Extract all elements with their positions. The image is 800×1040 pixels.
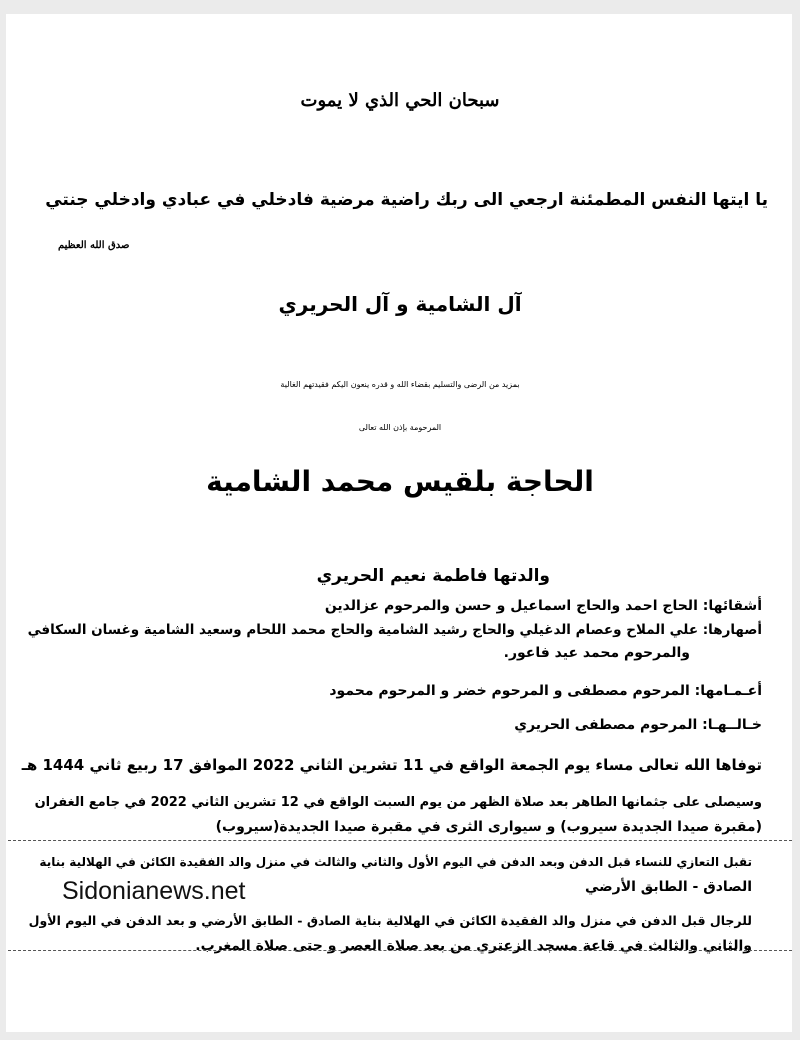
death-date-line: توفاها الله تعالى مساء يوم الجمعة الواقع في 11 تشرين الثاني 2022 الموافق 17 ربيع ثاني 1444 هـ <box>21 756 762 774</box>
prayer-line: وسيصلى على جثمانها الطاهر بعد صلاة الظهر من يوم السبت الواقع في 12 تشرين الثاني 2022 في جامع الغفران <box>34 795 762 810</box>
quran-verse: يا ايتها النفس المطمئنة ارجعي الى ربك راضية مرضية فادخلي في عبادي وادخلي جنتي <box>45 190 768 210</box>
site-watermark: Sidonianews.net <box>62 877 246 905</box>
deceased-name: الحاجة بلقيس محمد الشامية <box>206 465 594 498</box>
divider-bottom <box>8 950 792 951</box>
inlaws-continued-line: والمرحوم محمد عيد فاعور. <box>503 645 690 661</box>
men-condolence-line: للرجال قبل الدفن في منزل والد الفقيدة الكائن في الهلالية بناية الصادق - الطابق الأرضي و بعد الدفن في اليوم الأول <box>28 913 752 928</box>
sadaqa-text: صدق الله العظيم <box>58 240 130 251</box>
brothers-line: أشقائها: الحاج احمد والحاج اسماعيل و حسن والمرحوم عزالدين <box>324 598 762 614</box>
men-condolence-line-2: والثاني والثالث في قاعة مسجد الزعتري من بعد صلاة العصر و حتى صلاة المغرب. <box>195 938 752 954</box>
header-title: سبحان الحي الذي لا يموت <box>300 90 500 111</box>
divider <box>8 840 792 841</box>
maternal-uncle-line: خـالــهـا: المرحوم مصطفى الحريري <box>514 717 762 733</box>
mother-line: والدتها فاطمة نعيم الحريري <box>316 566 550 586</box>
burial-line: (مقبرة صيدا الجديدة سيروب) و سيوارى الثرى في مقبرة صيدا الجديدة(سيروب) <box>215 819 762 835</box>
deceased-label: المرحومة بإذن الله تعالى <box>358 423 442 432</box>
women-condolence-line-2: الصادق - الطابق الأرضي <box>584 879 752 895</box>
women-condolence-line: تقبل التعازي للنساء قبل الدفن وبعد الدفن في اليوم الأول والثاني والثالث في منزل والد الفقيدة الكائن في الهلالية بناية <box>39 855 752 869</box>
uncles-line: أعـمـامها: المرحوم مصطفى و المرحوم خضر و المرحوم محمود <box>329 683 762 699</box>
announcement-text: بمزيد من الرضى والتسليم بقضاء الله و قدره ينعون اليكم فقيدتهم الغالية <box>280 380 520 389</box>
family-names: آل الشامية و آل الحريري <box>278 292 522 316</box>
inlaws-line: أصهارها: علي الملاح وعصام الدغيلي والحاج رشيد الشامية والحاج محمد اللحام وسعيد الشامية وغسان السكافي <box>27 622 762 638</box>
